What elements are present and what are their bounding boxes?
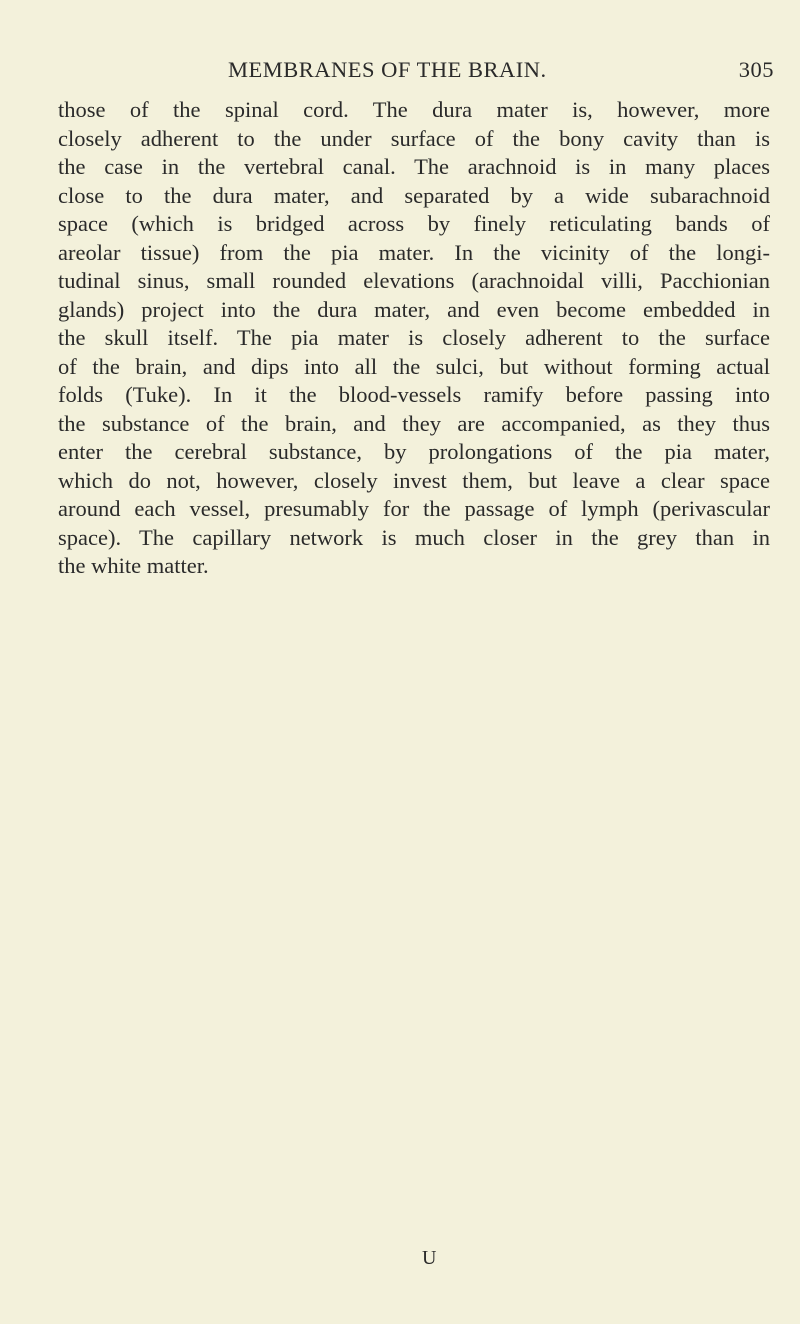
text-line: areolar tissue) from the pia mater. In the vicinity of the longi- (58, 239, 770, 265)
text-line: enter the cerebral substance, by prolongations of the pia mater, (58, 439, 770, 464)
text-line: around each vessel, presumably for the passage of lymph (perivascular (58, 496, 770, 521)
body-paragraph (58, 96, 770, 581)
text-line: tudinal sinus, small rounded elevations (arachnoidal villi, Pacchionian (58, 268, 770, 293)
text-line: folds (Tuke). In it the blood-vessels ramify before passing into (58, 382, 770, 407)
page-number: 305 (738, 57, 774, 82)
running-title: MEMBRANES OF THE BRAIN. (228, 57, 547, 82)
text-line: the white matter. (58, 553, 209, 578)
text-line: of the brain, and dips into all the sulci, but without forming actual (58, 353, 770, 379)
text-line: the substance of the brain, and they are accompanied, as they thus (58, 410, 770, 436)
text-line: space (which is bridged across by finely reticulating bands of (58, 211, 770, 236)
signature-mark: U (422, 1247, 437, 1269)
text-line: close to the dura mater, and separated by a wide subarachnoid (58, 182, 770, 208)
text-line: the skull itself. The pia mater is closely adherent to the surface (58, 325, 770, 350)
text-line: closely adherent to the under surface of the bony cavity than is (58, 125, 770, 151)
text-line: those of the spinal cord. The dura mater is, however, more (58, 97, 770, 122)
text-line: the case in the vertebral canal. The arachnoid is in many places (58, 154, 770, 179)
running-head (228, 56, 774, 84)
text-line: glands) project into the dura mater, and even become embedded in (58, 296, 770, 322)
text-line: which do not, however, closely invest them, but leave a clear space (58, 467, 770, 493)
text-line: space). The capillary network is much closer in the grey than in (58, 524, 770, 550)
